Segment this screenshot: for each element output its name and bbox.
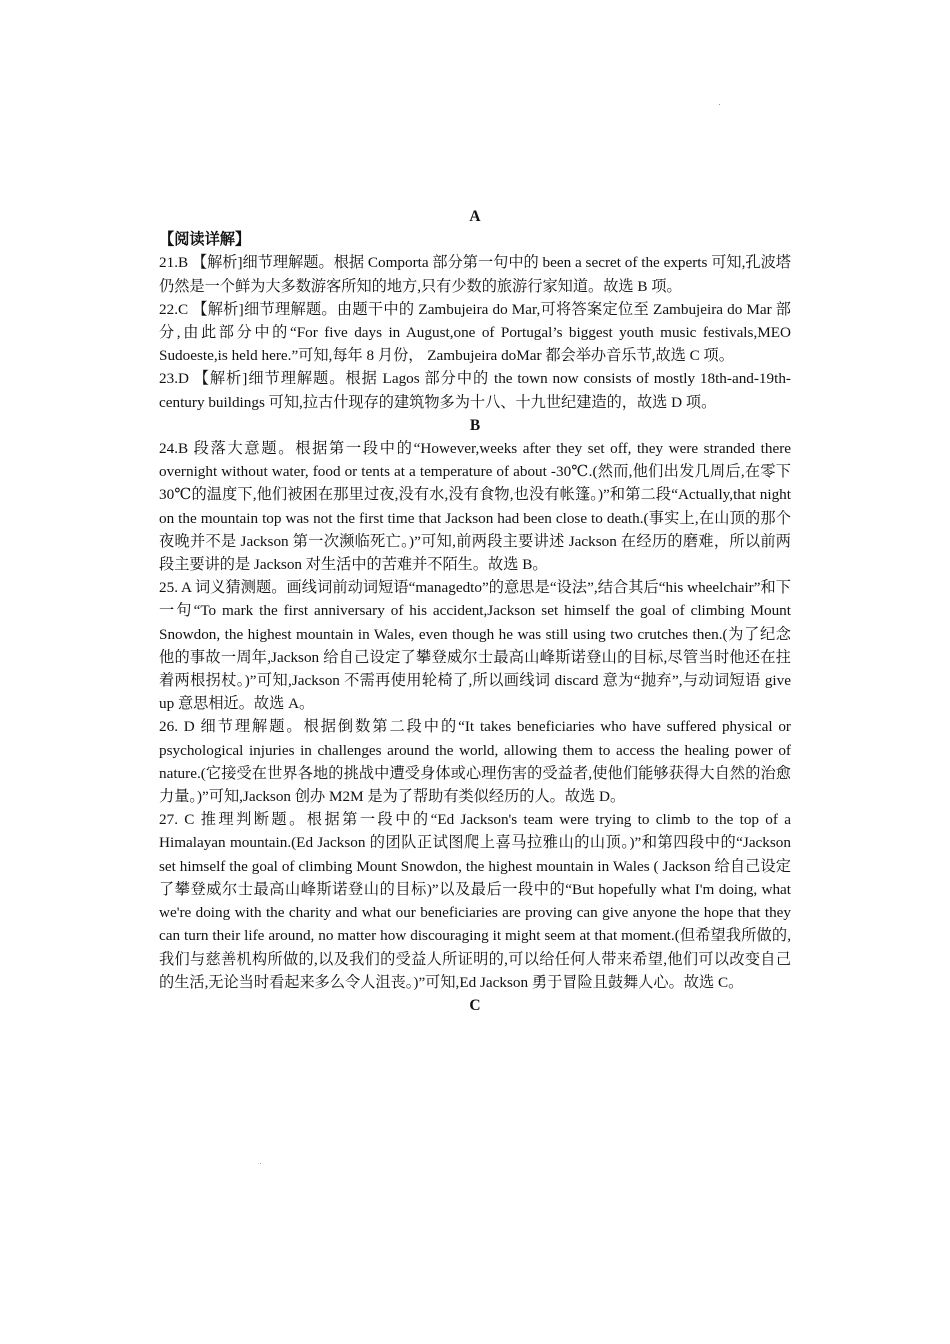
answer-24: 24.B 段落大意题。根据第一段中的“However,weeks after they set off, they were stranded there overnight without water, food or tents at a temperature of about -30℃.(然而,他们出发几周后,在零下 30℃的温度下,他们被困在那里过夜,没有水,没有食物,也没有帐篷。)”和第二段“Actually,that night on the mountain top was not the first time that Jackson had been close to death.(事实上,在山顶的那个夜晚并不是 Jackson 第一次濒临死亡。)”可知,前两段主要讲述 Jackson 在经历的磨难，所以前两段主要讲的是 Jackson 对生活中的苦难并不陌生。故选 B。 — [159, 440, 791, 574]
answer-22: 22.C 【解析]细节理解题。由题干中的 Zambujeira do Mar,可将答案定位至 Zambujeira do Mar 部分,由此部分中的“For five days in August,one of Portugal’s biggest youth music festivals,MEO Sudoeste,is held here.”可知,每年 8 月份， Zambujeira doMar 都会举办音乐节,故选 C 项。 — [159, 300, 791, 365]
answer-23: 23.D 【解析]细节理解题。根据 Lagos 部分中的 the town now consists of mostly 18th-and-19th-century buildings 可知,拉古什现存的建筑物多为十八、十九世纪建造的，故选 D 项。 — [159, 370, 791, 411]
section-a-title: A — [469, 208, 481, 225]
reading-explanation-label: 【阅读详解】 — [159, 231, 251, 249]
answer-25: 25. A 词义猜测题。画线词前动词短语“managedto”的意思是“设法”,结合其后“his wheelchair”和下一句“To mark the first anniversary of his accident,Jackson set himself the goal of climbing Mount Snowdon, the highest mountain in Wales, even though he was still using two crutches then.(为了纪念他的事故一周年,Jackson 给自己设定了攀登威尔士最高山峰斯诺登山的目标,尽管当时他还在拄着两根拐杖。)”可知,Jackson 不需再使用轮椅了,所以画线词 discard 意为“抛弃”,与动词短语 give up 意思相近。故选 A。 — [159, 579, 791, 713]
answer-26: 26. D 细节理解题。根据倒数第二段中的“It takes beneficiaries who have suffered physical or psychological injuries in challenges around the world, allowing them to access the healing power of nature.(它接受在世界各地的挑战中遭受身体或心理伤害的受益者,使他们能够获得大自然的治愈力量。)”可知,Jackson 创办 M2M 是为了帮助有类似经历的人。故选 D。 — [159, 718, 791, 806]
speck-bottom-left — [260, 1163, 261, 1164]
answer-21: 21.B 【解析]细节理解题。根据 Comporta 部分第一句中的 been a secret of the experts 可知,孔波塔仍然是一个鲜为大多数游客所知的地方,只有少数的旅游行家知道。故选 B 项。 — [159, 254, 791, 295]
answer-27: 27. C 推理判断题。根据第一段中的“Ed Jackson's team were trying to climb to the top of a Himalayan mountain.(Ed Jackson 的团队正试图爬上喜马拉雅山的山顶。)”和第四段中的“Jackson set himself the goal of climbing Mount Snowdon, the highest mountain in Wales ( Jackson 给自己设定了攀登威尔士最高山峰斯诺登山的目标)”以及最后一段中的“But hopefully what I'm doing, what we're doing with the charity and what our beneficiaries are proving can give anyone the hope that they can turn their life around, no matter how discouraging it might seem at that moment.(但希望我所做的,我们与慈善机构所做的,以及我们的受益人所证明的,可以给任何人带来希望,他们可以改变自己的生活,无论当时看起来多么令人沮丧。)”可知,Ed Jackson 勇于冒险且鼓舞人心。故选 C。 — [159, 811, 791, 991]
answer-explanation-page — [159, 205, 791, 1017]
speck-top-right — [719, 104, 720, 105]
section-b-title: B — [469, 416, 481, 434]
section-c-title: C — [469, 996, 481, 1014]
